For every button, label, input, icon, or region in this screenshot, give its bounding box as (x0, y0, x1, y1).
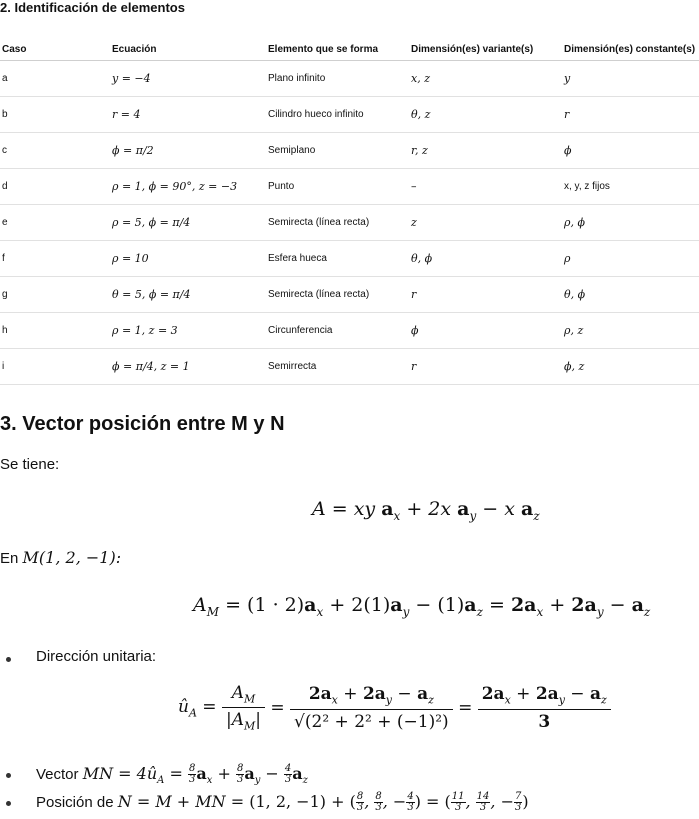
cell-elemento (268, 277, 411, 313)
bullet-3-line: Posición de N = M + MN = (1, 2, −1) + ( $\frac{8}{3}$ , $\frac{8}{3}$ , − $\frac{4}{3}$ ) = ( $\frac{11}{3}$ , $\frac{14}{3}$ , − $\frac{7}{3}$ ) (36, 791, 529, 813)
table-row (0, 313, 699, 349)
cell-ecuacion-text: r = 4 (112, 108, 141, 121)
cell-constante-text: ρ (564, 252, 571, 265)
cell-elemento (268, 349, 411, 385)
cell-caso-text: g (2, 289, 8, 300)
cell-elemento-text: Circunferencia (268, 325, 333, 336)
cell-ecuacion-text: y = −4 (112, 72, 151, 85)
equation-A: A = xy $a_x + 2x$ $a_y - x$ $a_z$ (312, 498, 540, 523)
cell-constante (564, 205, 699, 241)
cell-elemento (268, 133, 411, 169)
cell-caso-text: h (2, 325, 8, 336)
header-variante: Dimensión(es) variante(s) (411, 24, 564, 61)
cell-caso (0, 97, 112, 133)
bullet-2-prefix: Vector (36, 766, 79, 783)
cell-constante-text: ϕ, z (564, 360, 585, 373)
table-row (0, 133, 699, 169)
cell-constante (564, 313, 699, 349)
bullet-3-prefix: Posición de (36, 794, 114, 811)
cell-ecuacion-text: ρ = 10 (112, 252, 149, 265)
cell-variante-text: – (411, 180, 417, 193)
cell-ecuacion (112, 313, 268, 349)
en-point: M(1, 2, −1): (22, 548, 122, 567)
cell-variante-text: r (411, 288, 417, 301)
cell-ecuacion (112, 97, 268, 133)
header-caso: Caso (0, 24, 112, 61)
cell-elemento (268, 61, 411, 97)
cell-elemento-text: Cilindro hueco infinito (268, 109, 364, 120)
cell-ecuacion-text: θ = 5, ϕ = π/4 (112, 288, 191, 301)
bullet-3 (6, 801, 11, 806)
cell-ecuacion-text: ρ = 1, z = 3 (112, 324, 178, 337)
table-row (0, 349, 699, 385)
bullet-1 (6, 657, 11, 662)
cell-variante-text: r, z (411, 144, 428, 157)
cell-caso-text: i (2, 361, 5, 372)
cell-ecuacion-text: ρ = 5, ϕ = π/4 (112, 216, 191, 229)
cell-elemento (268, 97, 411, 133)
cell-constante (564, 241, 699, 277)
cell-constante-text: ρ, ϕ (564, 216, 585, 229)
cell-variante-text: θ, z (411, 108, 431, 121)
table-row (0, 169, 699, 205)
cell-ecuacion-text: ρ = 1, ϕ = 90°, z = −3 (112, 180, 238, 193)
cell-constante (564, 133, 699, 169)
table-row (0, 205, 699, 241)
cell-variante-text: r (411, 360, 417, 373)
cell-constante (564, 61, 699, 97)
cell-variante (411, 97, 564, 133)
cell-variante (411, 313, 564, 349)
bullet-2-line: Vector MN = $4û_A$ = $\frac{8}{3}$ $a_x$ + $\frac{8}{3}$ $a_y$ − $\frac{4}{3}$ $a_z$ (36, 763, 308, 787)
cell-elemento-text: Plano infinito (268, 73, 326, 84)
header-elemento: Elemento que se forma (268, 24, 411, 61)
cell-ecuacion (112, 277, 268, 313)
cell-ecuacion (112, 205, 268, 241)
en-prefix: En (0, 550, 19, 567)
cell-variante-text: θ, ϕ (411, 252, 433, 265)
section-3-title: 3. Vector posición entre M y N (0, 413, 285, 435)
cell-variante-text: z (411, 216, 417, 229)
cell-variante (411, 349, 564, 385)
cell-caso-text: f (2, 253, 5, 264)
cell-ecuacion-text: ϕ = π/2 (112, 144, 154, 157)
elements-table (0, 24, 699, 385)
cell-constante-text: θ, ϕ (564, 288, 586, 301)
cell-caso (0, 313, 112, 349)
table-header-row (0, 24, 699, 61)
cell-caso-text: b (2, 109, 8, 120)
cell-variante (411, 169, 564, 205)
cell-constante-text: ϕ (564, 144, 572, 157)
cell-elemento-text: Semiplano (268, 145, 316, 156)
cell-constante (564, 97, 699, 133)
cell-constante-text: y (564, 72, 571, 85)
table-row (0, 241, 699, 277)
cell-elemento-text: Semirecta (línea recta) (268, 289, 370, 300)
cell-elemento (268, 241, 411, 277)
cell-elemento-text: Punto (268, 181, 295, 192)
cell-constante (564, 277, 699, 313)
cell-variante (411, 277, 564, 313)
cell-caso (0, 349, 112, 385)
cell-caso-text: e (2, 217, 8, 228)
section-2-title: 2. Identificación de elementos (0, 0, 185, 15)
cell-constante (564, 169, 699, 205)
cell-constante-text: x, y, z fijos (564, 181, 610, 192)
cell-caso-text: d (2, 181, 8, 192)
cell-elemento (268, 169, 411, 205)
cell-variante (411, 61, 564, 97)
cell-caso-text: c (2, 145, 7, 156)
cell-caso (0, 277, 112, 313)
cell-constante-text: ρ, z (564, 324, 584, 337)
cell-variante (411, 205, 564, 241)
bullet-2 (6, 773, 11, 778)
cell-ecuacion (112, 61, 268, 97)
cell-caso-text: a (2, 73, 8, 84)
bullet-1-label: Dirección unitaria: (36, 648, 157, 665)
cell-elemento-text: Semirrecta (268, 361, 317, 372)
cell-ecuacion (112, 241, 268, 277)
table-row (0, 61, 699, 97)
cell-caso (0, 241, 112, 277)
cell-ecuacion (112, 349, 268, 385)
cell-caso (0, 61, 112, 97)
cell-ecuacion-text: ϕ = π/4, z = 1 (112, 360, 190, 373)
cell-constante (564, 349, 699, 385)
equation-uA: $û_A$ = $\frac{A_M}{|A_M|}$ = $\frac{2a_x + 2a_y - a_z}{\text{√(2² + 2² + (−1)²)}}$ = $\frac{2a_x + 2a_y - a_z}{3}$ (178, 683, 611, 733)
cell-elemento (268, 205, 411, 241)
cell-variante (411, 133, 564, 169)
cell-elemento (268, 313, 411, 349)
header-ecuacion: Ecuación (112, 24, 268, 61)
table-row (0, 277, 699, 313)
cell-variante-text: x, z (411, 72, 430, 85)
cell-variante (411, 241, 564, 277)
cell-ecuacion (112, 169, 268, 205)
cell-elemento-text: Esfera hueca (268, 253, 327, 264)
cell-constante-text: r (564, 108, 570, 121)
cell-caso (0, 169, 112, 205)
cell-caso (0, 205, 112, 241)
cell-variante-text: ϕ (411, 324, 419, 337)
cell-elemento-text: Semirecta (línea recta) (268, 217, 370, 228)
en-line (0, 548, 121, 567)
equation-AM: $A_M = (1 \cdot 2)a_x + 2(1)a_y - (1)a_z = 2a_x + 2a_y - a_z$ (193, 594, 651, 619)
cell-ecuacion (112, 133, 268, 169)
cell-caso (0, 133, 112, 169)
header-constante: Dimensión(es) constante(s) (564, 24, 699, 61)
intro-text: Se tiene: (0, 456, 60, 473)
table-row (0, 97, 699, 133)
